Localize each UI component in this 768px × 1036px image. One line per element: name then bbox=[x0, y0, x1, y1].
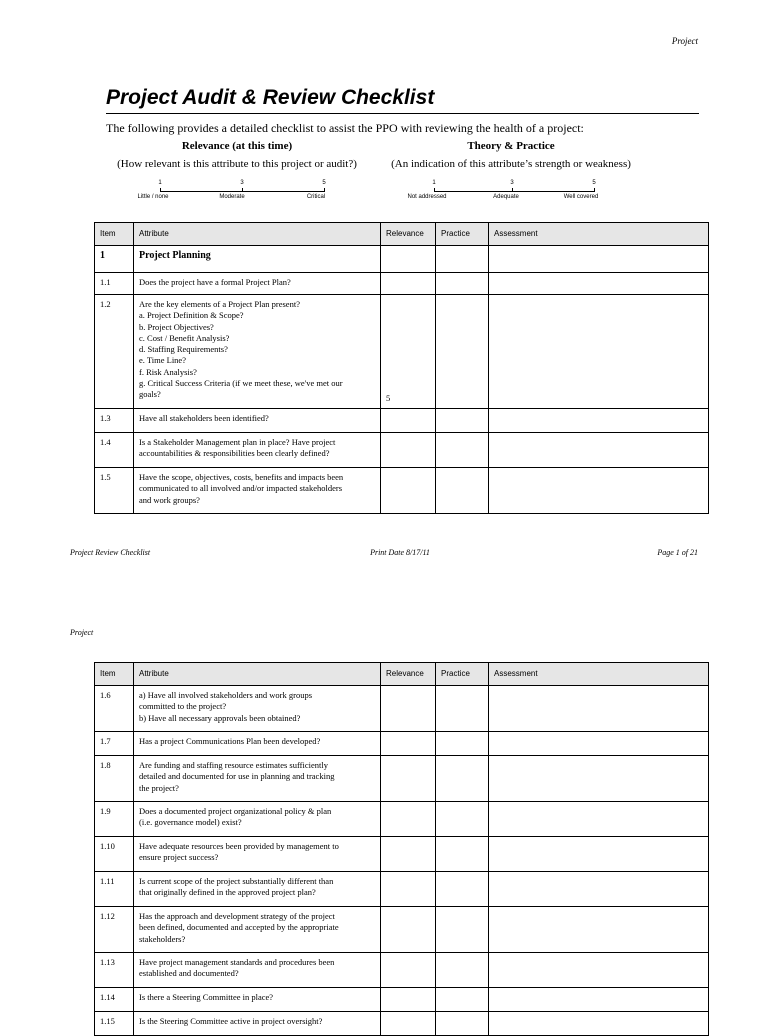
practice-cell[interactable] bbox=[436, 686, 489, 732]
table-row bbox=[95, 468, 709, 514]
practice-scale-label: Well covered bbox=[563, 194, 599, 200]
relevance-scale-label: Little / none bbox=[137, 194, 169, 200]
relevance-subheading: (How relevant is this attribute to this project or audit?) bbox=[117, 158, 357, 170]
header-practice: Practice bbox=[436, 223, 489, 246]
table-row bbox=[95, 953, 709, 988]
attribute-line: goals? bbox=[139, 389, 161, 400]
practice-cell[interactable] bbox=[436, 872, 489, 907]
assessment-cell[interactable] bbox=[489, 295, 709, 409]
assessment-cell[interactable] bbox=[489, 273, 709, 295]
relevance-tick-label: 5 bbox=[322, 180, 326, 186]
relevance-cell[interactable] bbox=[381, 837, 436, 872]
attribute-text bbox=[134, 953, 381, 988]
attribute-line: communicated to all involved and/or impacted stakeholders bbox=[139, 483, 342, 494]
attribute-text bbox=[134, 686, 381, 732]
table-row bbox=[95, 802, 709, 837]
relevance-cell[interactable] bbox=[381, 433, 436, 468]
assessment-cell[interactable] bbox=[489, 872, 709, 907]
intro-text: The following provides a detailed checklist to assist the PPO with reviewing the health of a project: bbox=[106, 121, 584, 135]
assessment-cell[interactable] bbox=[489, 837, 709, 872]
assessment-cell[interactable] bbox=[489, 756, 709, 802]
checklist-table-page-1 bbox=[94, 222, 709, 514]
practice-cell[interactable] bbox=[436, 907, 489, 953]
relevance-cell[interactable] bbox=[381, 409, 436, 433]
attribute-line: Has a project Communications Plan been developed? bbox=[139, 736, 321, 746]
attribute-line: that originally defined in the approved project plan? bbox=[139, 887, 316, 898]
assessment-cell[interactable] bbox=[489, 907, 709, 953]
attribute-line: c. Cost / Benefit Analysis? bbox=[139, 332, 230, 343]
practice-scale-label: Not addressed bbox=[407, 194, 447, 200]
practice-tick-5 bbox=[594, 188, 595, 192]
relevance-cell[interactable] bbox=[381, 246, 436, 273]
practice-cell[interactable] bbox=[436, 837, 489, 872]
attribute-line: g. Critical Success Criteria (if we meet these, we've met our bbox=[139, 378, 343, 389]
attribute-line: stakeholders? bbox=[139, 933, 186, 944]
practice-cell[interactable] bbox=[436, 732, 489, 756]
attribute-line: d. Staffing Requirements? bbox=[139, 344, 228, 355]
item-number: 1.10 bbox=[95, 837, 134, 872]
attribute-text bbox=[134, 872, 381, 907]
relevance-cell[interactable] bbox=[381, 802, 436, 837]
attribute-line: the project? bbox=[139, 782, 179, 793]
practice-cell[interactable] bbox=[436, 246, 489, 273]
attribute-line: Is a Stakeholder Management plan in place? Have project bbox=[139, 437, 336, 447]
item-number: 1.2 bbox=[95, 295, 134, 409]
item-number: 1.11 bbox=[95, 872, 134, 907]
assessment-cell[interactable] bbox=[489, 988, 709, 1012]
item-number: 1.15 bbox=[95, 1012, 134, 1036]
table-row bbox=[95, 907, 709, 953]
practice-tick-label: 1 bbox=[432, 180, 436, 186]
footer-center: Print Date 8/17/11 bbox=[370, 548, 430, 557]
item-number: 1.3 bbox=[95, 409, 134, 433]
table-row bbox=[95, 686, 709, 732]
relevance-tick-label: 1 bbox=[158, 180, 162, 186]
table-header-row bbox=[95, 223, 709, 246]
table-row bbox=[95, 732, 709, 756]
attribute-text bbox=[134, 802, 381, 837]
table-row bbox=[95, 988, 709, 1012]
practice-scale-line bbox=[434, 191, 594, 192]
practice-scale bbox=[400, 180, 610, 204]
attribute-line: Is there a Steering Committee in place? bbox=[139, 992, 274, 1002]
item-number: 1.13 bbox=[95, 953, 134, 988]
relevance-cell[interactable] bbox=[381, 273, 436, 295]
section-title: Project Planning bbox=[134, 246, 381, 273]
table-row bbox=[95, 872, 709, 907]
attribute-text bbox=[134, 756, 381, 802]
practice-cell[interactable] bbox=[436, 273, 489, 295]
table-row bbox=[95, 756, 709, 802]
attribute-line: committed to the project? bbox=[139, 701, 227, 712]
item-number: 1.5 bbox=[95, 468, 134, 514]
relevance-cell[interactable] bbox=[381, 468, 436, 514]
title-underline bbox=[106, 113, 699, 114]
relevance-scale bbox=[130, 180, 340, 204]
item-number: 1.14 bbox=[95, 988, 134, 1012]
practice-cell[interactable] bbox=[436, 988, 489, 1012]
relevance-cell[interactable] bbox=[381, 756, 436, 802]
footer-right: Page 1 of 21 bbox=[657, 548, 698, 557]
relevance-cell[interactable] bbox=[381, 872, 436, 907]
header-item: Item bbox=[95, 663, 134, 686]
page-header-left: Project bbox=[70, 628, 94, 637]
attribute-line: b) Have all necessary approvals been obtained? bbox=[139, 712, 301, 723]
practice-cell[interactable] bbox=[436, 802, 489, 837]
header-attribute: Attribute bbox=[134, 663, 381, 686]
attribute-line: Does the project have a formal Project Plan? bbox=[139, 277, 291, 287]
page-title: Project Audit & Review Checklist bbox=[106, 86, 435, 109]
practice-tick-label: 5 bbox=[592, 180, 596, 186]
assessment-cell[interactable] bbox=[489, 468, 709, 514]
relevance-heading: Relevance (at this time) bbox=[181, 140, 293, 152]
attribute-line: Is current scope of the project substantially different than bbox=[139, 876, 334, 886]
attribute-line: Have all stakeholders been identified? bbox=[139, 413, 269, 423]
item-number: 1.8 bbox=[95, 756, 134, 802]
item-number: 1.6 bbox=[95, 686, 134, 732]
attribute-line: Have the scope, objectives, costs, benefits and impacts been bbox=[139, 472, 344, 482]
attribute-line: and work groups? bbox=[139, 494, 200, 505]
attribute-line: Does a documented project organizational policy & plan bbox=[139, 806, 332, 816]
item-number: 1.12 bbox=[95, 907, 134, 953]
assessment-cell[interactable] bbox=[489, 246, 709, 273]
relevance-tick-label: 3 bbox=[240, 180, 244, 186]
attribute-text bbox=[134, 907, 381, 953]
relevance-cell[interactable] bbox=[381, 732, 436, 756]
relevance-cell[interactable] bbox=[381, 686, 436, 732]
attribute-line: detailed and documented for use in planning and tracking bbox=[139, 771, 335, 782]
assessment-cell[interactable] bbox=[489, 802, 709, 837]
header-attribute: Attribute bbox=[134, 223, 381, 246]
table-row bbox=[95, 273, 709, 295]
attribute-text bbox=[134, 988, 381, 1012]
attribute-text bbox=[134, 468, 381, 514]
assessment-cell[interactable] bbox=[489, 953, 709, 988]
relevance-tick-5 bbox=[324, 188, 325, 192]
item-number: 1.7 bbox=[95, 732, 134, 756]
item-number: 1.9 bbox=[95, 802, 134, 837]
practice-tick-label: 3 bbox=[510, 180, 514, 186]
attribute-line: a) Have all involved stakeholders and work groups bbox=[139, 690, 313, 700]
table-row bbox=[95, 409, 709, 433]
attribute-line: been defined, documented and accepted by the appropriate bbox=[139, 922, 339, 933]
practice-cell[interactable] bbox=[436, 433, 489, 468]
relevance-cell[interactable]: 5 bbox=[381, 295, 436, 409]
table-row bbox=[95, 295, 709, 409]
attribute-line: (i.e. governance model) exist? bbox=[139, 817, 242, 828]
practice-cell[interactable] bbox=[436, 468, 489, 514]
attribute-line: e. Time Line? bbox=[139, 355, 186, 366]
attribute-line: established and documented? bbox=[139, 968, 239, 979]
table-row bbox=[95, 837, 709, 872]
practice-cell[interactable] bbox=[436, 953, 489, 988]
relevance-cell[interactable] bbox=[381, 988, 436, 1012]
section-item: 1 bbox=[95, 246, 134, 273]
header-practice: Practice bbox=[436, 663, 489, 686]
attribute-line: Are funding and staffing resource estimates sufficiently bbox=[139, 760, 328, 770]
section-row bbox=[95, 246, 709, 273]
assessment-cell[interactable] bbox=[489, 686, 709, 732]
header-relevance: Relevance bbox=[381, 663, 436, 686]
relevance-cell[interactable] bbox=[381, 953, 436, 988]
attribute-line: accountabilities & responsibilities been clearly defined? bbox=[139, 448, 330, 459]
attribute-line: a. Project Definition & Scope? bbox=[139, 310, 244, 321]
page-header-right: Project bbox=[671, 36, 698, 46]
checklist-table-page-2 bbox=[94, 662, 709, 1036]
item-number: 1.1 bbox=[95, 273, 134, 295]
header-assessment: Assessment bbox=[489, 663, 709, 686]
attribute-text bbox=[134, 433, 381, 468]
item-number: 1.4 bbox=[95, 433, 134, 468]
practice-subheading: (An indication of this attribute’s strength or weakness) bbox=[391, 158, 631, 170]
attribute-line: ensure project success? bbox=[139, 852, 219, 863]
attribute-line: Have adequate resources been provided by management to bbox=[139, 841, 339, 851]
attribute-line: Has the approach and development strategy of the project bbox=[139, 911, 335, 921]
relevance-tick-3 bbox=[242, 188, 243, 192]
attribute-text bbox=[134, 295, 381, 409]
attribute-line: Is the Steering Committee active in project oversight? bbox=[139, 1016, 323, 1026]
practice-tick-3 bbox=[512, 188, 513, 192]
attribute-text bbox=[134, 837, 381, 872]
table-header-row bbox=[95, 663, 709, 686]
practice-cell[interactable] bbox=[436, 756, 489, 802]
relevance-tick-1 bbox=[160, 188, 161, 192]
attribute-text bbox=[134, 409, 381, 433]
attribute-line: Are the key elements of a Project Plan present? bbox=[139, 299, 300, 309]
assessment-cell[interactable] bbox=[489, 409, 709, 433]
assessment-cell[interactable] bbox=[489, 732, 709, 756]
relevance-cell[interactable] bbox=[381, 907, 436, 953]
table-row bbox=[95, 433, 709, 468]
attribute-text bbox=[134, 273, 381, 295]
attribute-line: Have project management standards and procedures been bbox=[139, 957, 335, 967]
relevance-scale-label: Moderate bbox=[219, 194, 245, 200]
practice-tick-1 bbox=[434, 188, 435, 192]
header-item: Item bbox=[95, 223, 134, 246]
footer-left: Project Review Checklist bbox=[70, 548, 151, 557]
attribute-text bbox=[134, 732, 381, 756]
attribute-line: f. Risk Analysis? bbox=[139, 366, 197, 377]
practice-scale-label: Adequate bbox=[493, 194, 519, 200]
practice-cell[interactable] bbox=[436, 409, 489, 433]
practice-heading: Theory & Practice bbox=[467, 140, 555, 152]
practice-cell[interactable] bbox=[436, 295, 489, 409]
assessment-cell[interactable] bbox=[489, 433, 709, 468]
header-assessment: Assessment bbox=[489, 223, 709, 246]
relevance-scale-label: Critical bbox=[306, 194, 326, 200]
header-relevance: Relevance bbox=[381, 223, 436, 246]
attribute-line: b. Project Objectives? bbox=[139, 321, 214, 332]
